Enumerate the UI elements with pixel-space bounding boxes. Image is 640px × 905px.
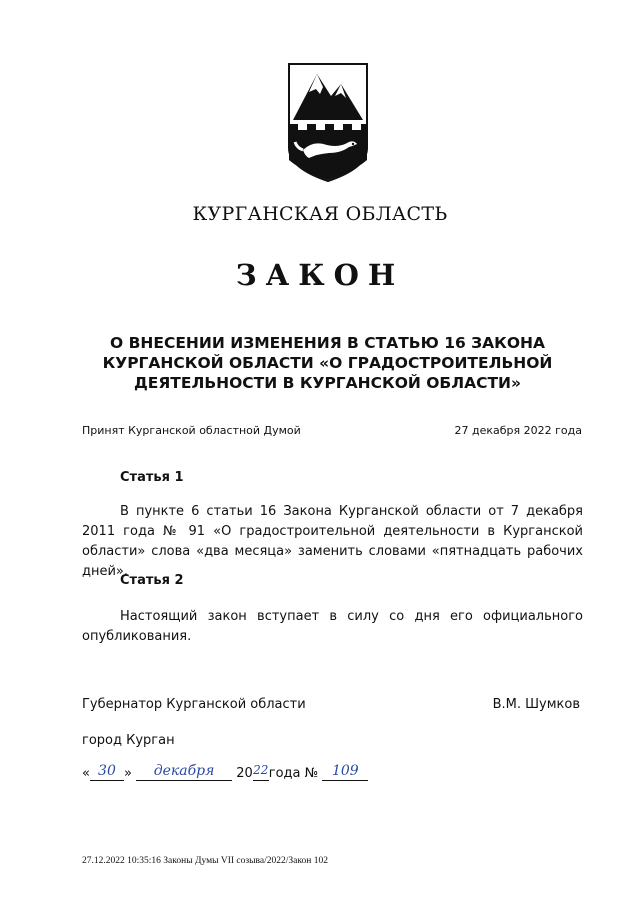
article-2-text: Настоящий закон вступает в силу со дня его официального опубликования. [82, 609, 583, 644]
adopted-date: 27 декабря 2022 года [454, 424, 582, 437]
handwritten-year: 22 [253, 763, 269, 777]
law-heading-line: КУРГАНСКОЙ ОБЛАСТИ «О ГРАДОСТРОИТЕЛЬНОЙ [102, 354, 553, 372]
law-heading-line: ДЕЯТЕЛЬНОСТИ В КУРГАНСКОЙ ОБЛАСТИ» [133, 374, 522, 392]
law-heading [60, 333, 595, 393]
document-footer: 27.12.2022 10:35:16 Законы Думы VII созыва/2022/Закон 102 [82, 856, 328, 866]
article-1-title: Статья 1 [120, 470, 184, 485]
handwritten-number: 109 [331, 763, 359, 779]
region-name: КУРГАНСКАЯ ОБЛАСТЬ [192, 203, 448, 225]
coat-of-arms-icon [283, 60, 373, 185]
adopted-by: Принят Курганской областной Думой [82, 424, 301, 437]
handwritten-day: 30 [98, 763, 116, 779]
year-prefix: 20 [236, 766, 253, 781]
city: город Курган [82, 733, 175, 748]
signatory-position: Губернатор Курганской области [82, 697, 306, 712]
handwritten-month: декабря [153, 763, 215, 779]
article-1-text: В пункте 6 статьи 16 Закона Курганской области от 7 декабря 2011 года № 91 «О градостроительной деятельности в Курганской области» слова «два месяца» заменить словами «пятнадцать рабочих дней». [82, 504, 583, 579]
law-heading-line: О ВНЕСЕНИИ ИЗМЕНЕНИЯ В СТАТЬЮ 16 ЗАКОНА [110, 334, 545, 352]
close-quote: » [123, 766, 132, 781]
document-type-title: ЗАКОН [235, 258, 405, 292]
article-2-title: Статья 2 [120, 573, 184, 588]
signatory-name: В.М. Шумков [492, 697, 580, 712]
year-number-label: года № [268, 766, 319, 781]
signing-date-line [82, 763, 368, 785]
open-quote: « [82, 766, 90, 781]
